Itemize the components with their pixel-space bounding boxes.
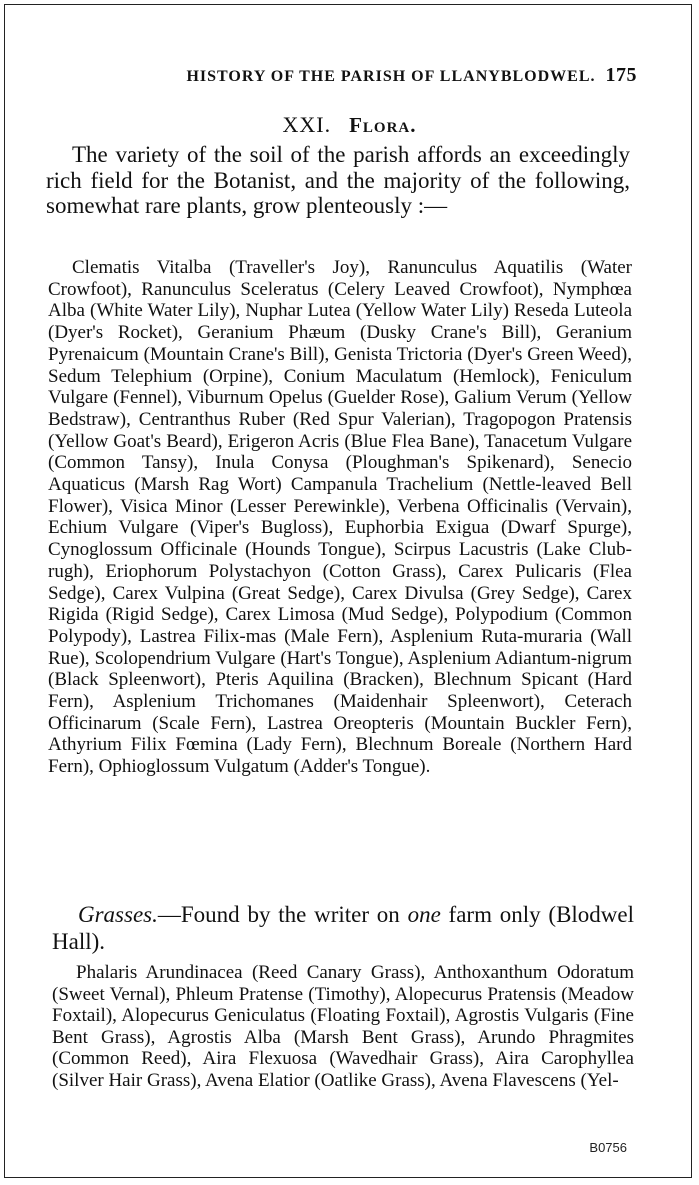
grasses-intro-paragraph <box>52 901 634 955</box>
section-title: Flora. <box>349 113 417 137</box>
section-heading <box>0 112 699 138</box>
grasses-label: Grasses. <box>78 902 158 927</box>
page-number: 175 <box>605 64 637 86</box>
running-title: HISTORY OF THE PARISH OF LLANYBLODWEL. <box>186 68 596 85</box>
grasses-list-paragraph: Phalaris Arundinacea (Reed Canary Grass), Anthoxanthum Odoratum (Sweet Vernal), Phleum Pratense (Timothy), Alopecurus Pratensis (Meadow Foxtail), Alopecurus Geniculatus (Floating Foxtail), Agrostis Vulgaris (Fine Bent Grass), Agrostis Alba (Marsh Bent Grass), Arundo Phragmites (Common Reed), Aira Flexuosa (Wavedhair Grass), Aira Carophyllea (Silver Hair Grass), Avena Elatior (Oatlike Grass), Avena Flavescens (Yel- <box>52 962 634 1091</box>
grasses-intro-emphasis: one <box>407 902 441 927</box>
flora-list-paragraph: Clematis Vitalba (Traveller's Joy), Ranunculus Aquatilis (Water Crowfoot), Ranunculus Sceleratus (Celery Leaved Crowfoot), Nymphœa Alba (White Water Lily), Nuphar Lutea (Yellow Water Lily) Reseda Luteola (Dyer's Rocket), Geranium Phæum (Dusky Crane's Bill), Geranium Pyrenaicum (Mountain Crane's Bill), Genista Trictoria (Dyer's Green Weed), Sedum Telephium (Orpine), Conium Maculatum (Hemlock), Feniculum Vulgare (Fennel), Viburnum Opelus (Guelder Rose), Galium Verum (Yellow Bedstraw), Centranthus Ruber (Red Spur Valerian), Tragopogon Pratensis (Yellow Goat's Beard), Erigeron Acris (Blue Flea Bane), Tanacetum Vulgare (Common Tansy), Inula Conysa (Ploughman's Spikenard), Senecio Aquaticus (Marsh Rag Wort) Campanula Trachelium (Nettle-leaved Bell Flower), Visica Minor (Lesser Perewinkle), Verbena Officinalis (Vervain), Echium Vulgare (Viper's Bugloss), Euphorbia Exigua (Dwarf Spurge), Cynoglossum Officinale (Hounds Tongue), Scirpus Lacustris (Lake Club-rugh), Eriophorum Polystachyon (Cotton Grass), Carex Pulicaris (Flea Sedge), Carex Vulpina (Great Sedge), Carex Divulsa (Grey Sedge), Carex Rigida (Rigid Sedge), Carex Limosa (Mud Sedge), Polypodium (Common Polypody), Lastrea Filix-mas (Male Fern), Asplenium Ruta-muraria (Wall Rue), Scolopendrium Vulgare (Hart's Tongue), Asplenium Adiantum-nigrum (Black Spleenwort), Pteris Aquilina (Bracken), Blechnum Spicant (Hard Fern), Asplenium Trichomanes (Maidenhair Spleenwort), Ceterach Officinarum (Scale Fern), Lastrea Oreopteris (Mountain Buckler Fern), Athyrium Filix Fœmina (Lady Fern), Blechnum Boreale (Northern Hard Fern), Ophioglossum Vulgatum (Adder's Tongue). <box>48 257 632 778</box>
intro-paragraph: The variety of the soil of the parish affords an exceedingly rich field for the Botanist, and the majority of the following, somewhat rare plants, grow plenteously :— <box>46 142 630 218</box>
grasses-intro-before: —Found by the writer on <box>157 902 408 927</box>
section-numeral: XXI. <box>282 112 332 137</box>
running-header <box>40 64 637 87</box>
grasses-intro-after: farm only (Blodwel Hall). <box>52 902 635 954</box>
reference-code: B0756 <box>589 1140 627 1155</box>
